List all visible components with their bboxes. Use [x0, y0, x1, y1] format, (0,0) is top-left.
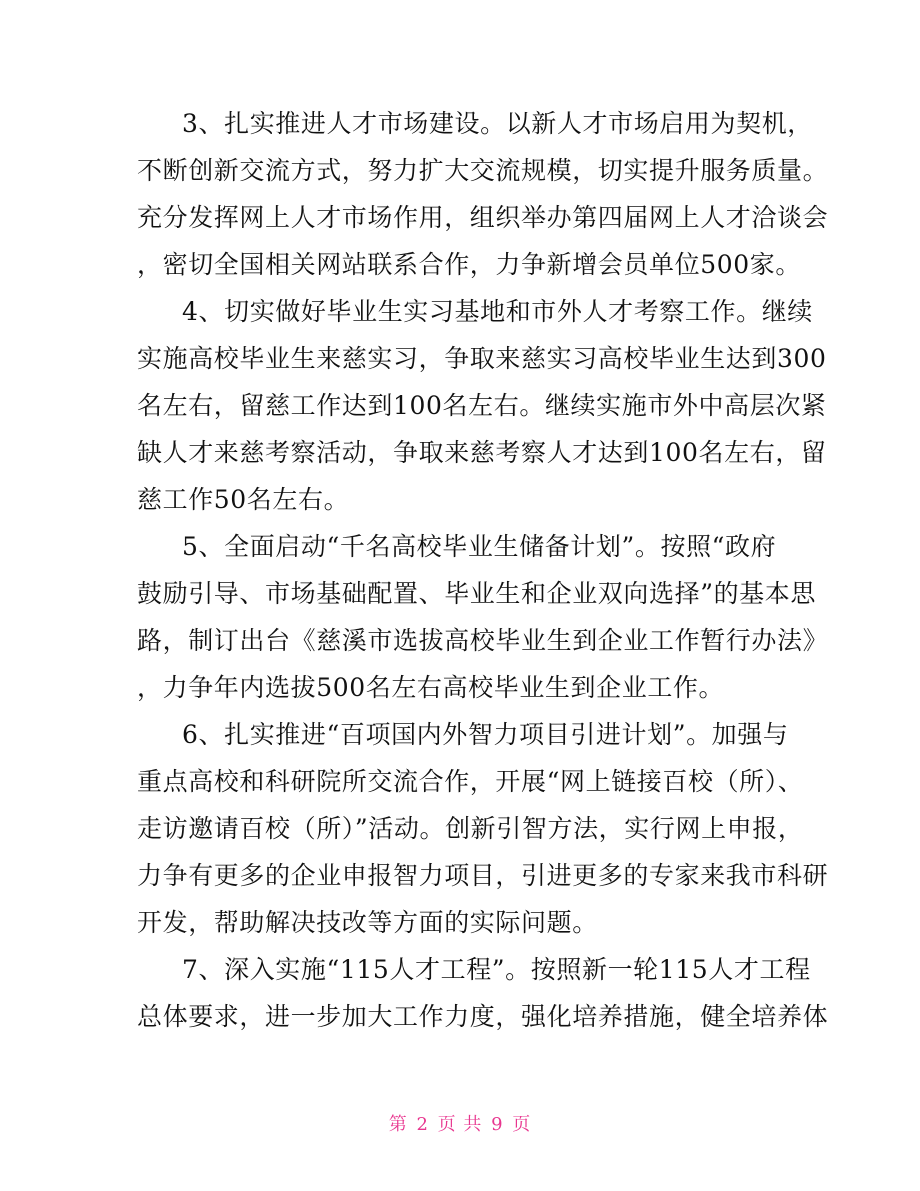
paragraph-6-line-2: 重点高校和科研院所交流合作，开展“网上链接百校（所）、: [137, 767, 804, 796]
paragraph-5-line-4: ，力争年内选拔500名左右高校毕业生到企业工作。: [137, 673, 725, 702]
paragraph-3-line-4: ，密切全国相关网站联系合作，力争新增会员单位500家。: [137, 250, 801, 279]
paragraph-6-line-4: 力争有更多的企业申报智力项目，引进更多的专家来我市科研: [137, 861, 829, 890]
page-footer: [0, 1110, 920, 1140]
footer-middle: 页 共: [437, 1114, 483, 1135]
paragraph-7-line-2: 总体要求，进一步加大工作力度，强化培养措施，健全培养体: [137, 1002, 829, 1031]
paragraph-4-line-5: 慈工作50名左右。: [137, 485, 350, 514]
paragraph-5-line-1: 5、全面启动“千名高校毕业生储备计划”。按照“政府: [182, 532, 777, 561]
paragraph-6-line-3: 走访邀请百校（所）”活动。创新引智方法，实行网上申报，: [137, 814, 804, 843]
paragraph-3-line-1: 3、扎实推进人才市场建设。以新人才市场启用为契机，: [182, 109, 813, 138]
paragraph-6-line-5: 开发，帮助解决技改等方面的实际问题。: [137, 908, 598, 937]
paragraph-5-line-2: 鼓励引导、市场基础配置、毕业生和企业双向选择”的基本思: [137, 579, 816, 608]
paragraph-3-line-3: 充分发挥网上人才市场作用，组织举办第四届网上人才洽谈会: [137, 203, 829, 232]
paragraph-7-line-1: 7、深入实施“115人才工程”。按照新一轮115人才工程: [182, 955, 811, 984]
paragraph-4-line-4: 缺人才来慈考察活动，争取来慈考察人才达到100名左右，留: [137, 438, 827, 467]
paragraph-5-line-3: 路，制订出台《慈溪市选拔高校毕业生到企业工作暂行办法》: [137, 626, 829, 655]
paragraph-4-line-1: 4、切实做好毕业生实习基地和市外人才考察工作。继续: [182, 297, 813, 326]
paragraph-4-line-2: 实施高校毕业生来慈实习，争取来慈实习高校毕业生达到300: [137, 344, 827, 373]
paragraph-6-line-1: 6、扎实推进“百项国内外智力项目引进计划”。加强与: [182, 720, 789, 749]
footer-page-number: 2: [416, 1114, 429, 1135]
footer-total-pages: 9: [491, 1114, 504, 1135]
footer-suffix: 页: [512, 1114, 532, 1135]
paragraph-4-line-3: 名左右，留慈工作达到100名左右。继续实施市外中高层次紧: [137, 391, 827, 420]
paragraph-3-line-2: 不断创新交流方式，努力扩大交流规模，切实提升服务质量。: [137, 156, 829, 185]
footer-prefix: 第: [388, 1114, 408, 1135]
